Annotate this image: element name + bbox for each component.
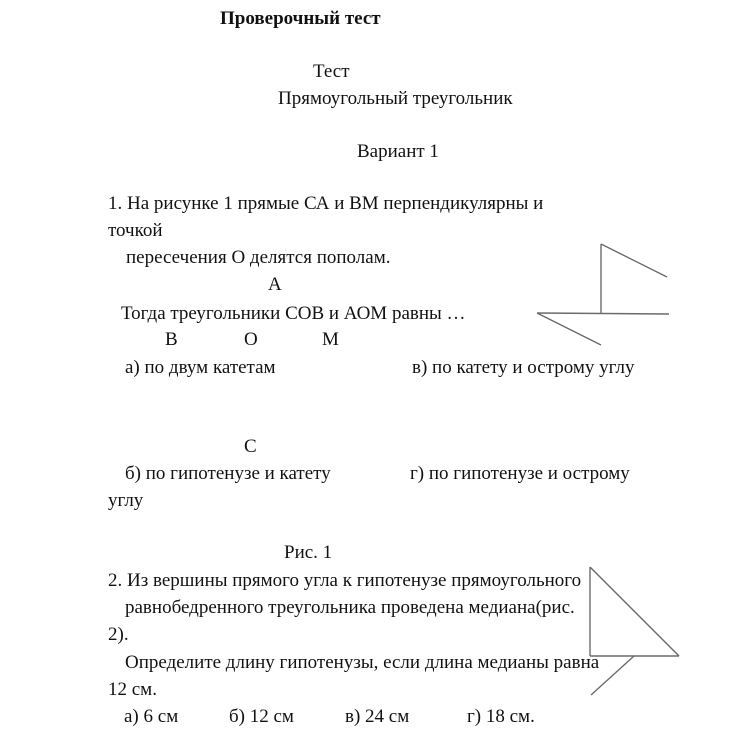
point-label-c: С — [244, 436, 257, 457]
q1-option-a: а) по двум катетам — [125, 357, 276, 378]
variant-heading: Вариант 1 — [357, 141, 439, 162]
q1-option-v: в) по катету и острому углу — [412, 357, 635, 378]
point-label-o: О — [244, 329, 258, 350]
q1-option-g: г) по гипотенузе и острому — [410, 463, 630, 484]
figure-1-caption: Рис. 1 — [284, 542, 333, 563]
q1-option-b: б) по гипотенузе и катету — [125, 463, 331, 484]
q1-text-line-4: Тогда треугольники СОВ и АОМ равны … — [121, 303, 466, 324]
q2-text-line-4: Определите длину гипотенузы, если длина медианы равна — [125, 652, 600, 673]
point-label-m: М — [322, 329, 339, 350]
q2-option-g: г) 18 см. — [467, 706, 535, 727]
q2-text-line-2: равнобедренного треугольника проведена медиана(рис. — [125, 597, 575, 618]
q1-text-line-2: точкой — [108, 220, 163, 241]
test-heading: Тест — [313, 61, 350, 82]
q1-text-line-1: 1. На рисунке 1 прямые СА и ВМ перпендикулярны и — [108, 193, 544, 214]
q2-text-line-5: 12 см. — [108, 679, 157, 700]
point-label-a: А — [268, 274, 282, 295]
page-title: Проверочный тест — [220, 8, 381, 29]
q2-option-v: в) 24 см — [345, 706, 410, 727]
figure-2-segment — [590, 567, 679, 656]
point-label-b: В — [165, 329, 178, 350]
q2-option-a: а) 6 см — [124, 706, 179, 727]
q2-text-line-3: 2). — [108, 624, 129, 645]
topic-heading: Прямоугольный треугольник — [278, 88, 513, 109]
q1-text-line-3: пересечения О делятся пополам. — [126, 247, 391, 268]
q2-option-b: б) 12 см — [229, 706, 294, 727]
figure-2-segment — [591, 656, 634, 695]
q1-option-g-continued: углу — [108, 490, 144, 511]
q2-text-line-1: 2. Из вершины прямого угла к гипотенузе прямоугольного — [108, 570, 582, 591]
